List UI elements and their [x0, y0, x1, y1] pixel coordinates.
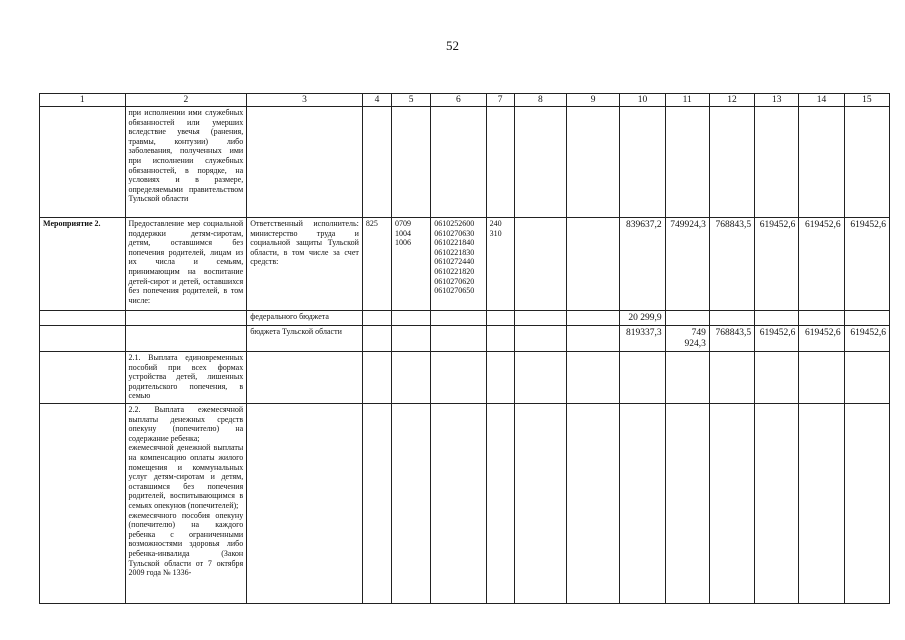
regional-amount-col-15: 619452,6 [844, 326, 889, 352]
section-code: 1006 [395, 238, 412, 248]
col-number-4: 4 [362, 94, 391, 107]
cell-empty [665, 107, 709, 218]
regional-amount-col-13: 619452,6 [755, 326, 799, 352]
regional-amount-col-14: 619452,6 [799, 326, 844, 352]
expense-type-codes [486, 218, 514, 311]
continuation-text: при исполнении ими служебных обязанностей или умерших вследствие увечья (ранения, травмы, контузии) либо заболевания, полученных ими при исполнении служебных обязанностей, в порядке, на условиях и в размере, определяемыми правительством Тульской области [125, 107, 247, 218]
expense-code: 240 [489, 219, 502, 228]
cell-empty [431, 311, 486, 326]
cell-empty [362, 404, 391, 604]
cell-empty [709, 107, 754, 218]
cell-empty [40, 107, 126, 218]
funding-source-regional: бюджета Тульской области [247, 326, 363, 352]
cell-empty [709, 404, 754, 604]
col-number-7: 7 [486, 94, 514, 107]
cell-empty [486, 404, 514, 604]
cell-empty [844, 311, 889, 326]
cell-empty [620, 352, 665, 404]
col-number-15: 15 [844, 94, 889, 107]
cell-empty [514, 107, 566, 218]
cell-empty [514, 404, 566, 604]
target-code: 0610270650 [434, 286, 475, 296]
cell-empty [40, 311, 126, 326]
cell-empty [362, 352, 391, 404]
cell-empty [362, 107, 391, 218]
cell-empty [40, 352, 126, 404]
cell-empty [392, 326, 431, 352]
table-row-continuation [40, 107, 890, 218]
target-article-codes [431, 218, 486, 311]
cell-empty [40, 326, 126, 352]
cell-empty [620, 404, 665, 604]
col-number-1: 1 [40, 94, 126, 107]
cell-empty [486, 311, 514, 326]
amount-col-11: 749924,3 [665, 218, 709, 311]
cell-empty [799, 352, 844, 404]
regional-amount-col-11: 749 924,3 [665, 326, 709, 352]
cell-empty [247, 352, 363, 404]
amount-col-13: 619452,6 [755, 218, 799, 311]
section-code: 1004 [395, 228, 412, 238]
cell-empty [125, 311, 247, 326]
cell-empty [514, 218, 566, 311]
cell-empty [709, 311, 754, 326]
target-code: 0610221830 [434, 247, 475, 257]
cell-empty [392, 107, 431, 218]
cell-empty [392, 311, 431, 326]
cell-empty [486, 107, 514, 218]
col-number-3: 3 [247, 94, 363, 107]
cell-empty [431, 107, 486, 218]
cell-empty [755, 107, 799, 218]
subitem-2-1-text: 2.1. Выплата единовременных пособий при всех формах устройства детей, лишенных родительского попечения, в семью [125, 352, 247, 404]
col-number-2: 2 [125, 94, 247, 107]
cell-empty [514, 326, 566, 352]
target-code: 0610270630 [434, 228, 475, 238]
responsible-executor: Ответственный исполнитель: министерство труда и социальной защиты Тульской области, в том числе за счет средств: [247, 218, 363, 311]
cell-empty [431, 326, 486, 352]
cell-empty [709, 352, 754, 404]
measure-title: Мероприятие 2. [40, 218, 126, 311]
measure-description: Предоставление мер социальной поддержки детям-сиротам, детям, оставшимся без попечения родителей, лицам из их числа и семьям, принимающим на воспитание детей-сирот и детей, оставшихся без попечения родителей, в том числе: [125, 218, 247, 311]
cell-empty [514, 311, 566, 326]
cell-empty [567, 218, 620, 311]
table-row-measure-2 [40, 218, 890, 311]
federal-amount-col-10: 20 299,9 [620, 311, 665, 326]
cell-empty [799, 311, 844, 326]
section-code: 0709 [395, 219, 412, 228]
cell-empty [125, 326, 247, 352]
cell-empty [844, 352, 889, 404]
target-code: 0610221820 [434, 266, 475, 276]
cell-empty [665, 311, 709, 326]
cell-empty [799, 107, 844, 218]
cell-empty [514, 352, 566, 404]
amount-col-12: 768843,5 [709, 218, 754, 311]
cell-empty [247, 107, 363, 218]
regional-amount-col-10: 819337,3 [620, 326, 665, 352]
table-row-federal [40, 311, 890, 326]
cell-empty [665, 404, 709, 604]
ministry-code: 825 [362, 218, 391, 311]
target-code: 0610252600 [434, 219, 475, 228]
cell-empty [665, 352, 709, 404]
cell-empty [755, 352, 799, 404]
col-number-13: 13 [755, 94, 799, 107]
amount-col-15: 619452,6 [844, 218, 889, 311]
cell-empty [486, 352, 514, 404]
cell-empty [567, 404, 620, 604]
col-number-5: 5 [392, 94, 431, 107]
cell-empty [486, 326, 514, 352]
col-number-11: 11 [665, 94, 709, 107]
cell-empty [392, 352, 431, 404]
expense-code: 310 [489, 228, 502, 238]
program-table [39, 93, 890, 604]
cell-empty [844, 107, 889, 218]
col-number-14: 14 [799, 94, 844, 107]
cell-empty [567, 352, 620, 404]
cell-empty [392, 404, 431, 604]
cell-empty [431, 352, 486, 404]
cell-empty [567, 311, 620, 326]
col-number-10: 10 [620, 94, 665, 107]
cell-empty [362, 326, 391, 352]
target-code: 0610221840 [434, 238, 475, 248]
table-row-2-2 [40, 404, 890, 604]
funding-source-federal: федерального бюджета [247, 311, 363, 326]
section-codes [392, 218, 431, 311]
col-number-12: 12 [709, 94, 754, 107]
table-row-regional [40, 326, 890, 352]
cell-empty [567, 107, 620, 218]
col-number-8: 8 [514, 94, 566, 107]
cell-empty [567, 326, 620, 352]
cell-empty [799, 404, 844, 604]
cell-empty [40, 404, 126, 604]
col-number-9: 9 [567, 94, 620, 107]
cell-empty [362, 311, 391, 326]
target-code: 0610270620 [434, 276, 475, 286]
column-number-row [40, 94, 890, 107]
cell-empty [431, 404, 486, 604]
target-code: 0610272440 [434, 257, 475, 267]
page-number: 52 [446, 38, 459, 53]
cell-empty [844, 404, 889, 604]
regional-amount-col-12: 768843,5 [709, 326, 754, 352]
cell-empty [755, 404, 799, 604]
table-row-2-1 [40, 352, 890, 404]
subitem-2-2-text: 2.2. Выплата ежемесячной выплаты денежных средств опекуну (попечителю) на содержание ребенка; ежемесячной денежной выплаты на компенсацию оплаты жилого помещения и коммунальных услуг детям-сиротам и детям, оставшимся без попечения родителей, воспитывающимся в семьях опекунов (попечителей); ежемесячного пособия опекуну (попечителю) на каждого ребенка с ограниченными возможностями здоровья либо ребенка-инвалида (Закон Тульской области от 7 октября 2009 года № 1336- [125, 404, 247, 604]
amount-col-14: 619452,6 [799, 218, 844, 311]
cell-empty [620, 107, 665, 218]
cell-empty [247, 404, 363, 604]
cell-empty [755, 311, 799, 326]
col-number-6: 6 [431, 94, 486, 107]
amount-col-10: 839637,2 [620, 218, 665, 311]
